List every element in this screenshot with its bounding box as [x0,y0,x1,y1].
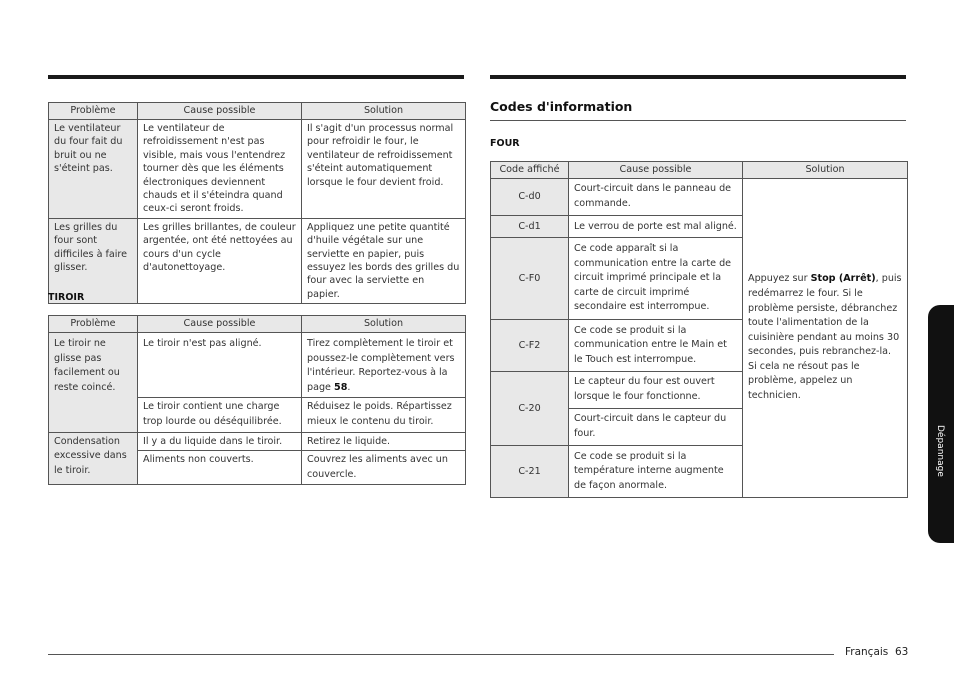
left-top-rule [48,75,464,79]
problem-cell: Le ventilateur du four fait du bruit ou ne s'éteint pas. [49,120,138,219]
page-number: 63 [895,646,909,658]
solution-text: Tirez complètement le tiroir et poussez-le complètement vers l'intérieur. Reportez-vous à la page [307,338,455,393]
solution-text-end: . [347,381,351,393]
header-probleme: Problème [49,103,138,120]
tiroir-heading: TIROIR [48,292,85,303]
table-row [49,333,466,398]
cause-cell: Le tiroir n'est pas aligné. [138,333,302,398]
oven-fan-table [48,102,466,304]
solution-text: Appuyez sur [748,273,808,285]
solution-cell: Couvrez les aliments avec un couvercle. [302,450,466,484]
header-cause: Cause possible [138,103,302,120]
problem-cell: Les grilles du four sont difficiles à faire glisser. [49,218,138,303]
footer-rule [48,654,834,655]
cause-cell: Aliments non couverts. [138,450,302,484]
table-row [491,179,908,216]
page-reference: 58 [334,381,348,393]
header-code: Code affiché [491,162,569,179]
header-probleme: Problème [49,316,138,333]
header-cause: Cause possible [138,316,302,333]
cause-cell: Court-circuit dans le capteur du four. [569,409,743,446]
problem-cell: Condensation excessive dans le tiroir. [49,432,138,485]
stop-key-label: Stop (Arrêt) [810,273,876,285]
cause-cell: Le verrou de porte est mal aligné. [569,216,743,238]
title-underline [490,120,906,121]
code-cell: C-20 [491,372,569,446]
header-solution: Solution [302,316,466,333]
cause-cell: Il y a du liquide dans le tiroir. [138,432,302,450]
table-row [49,432,466,450]
solution-text-rest: , puis redémarrez le four. Si le problème persiste, débranchez toute l'alimentation de la cuisinière pendant au moins 30 secondes, puis rebranchez-la. Si cela ne résout pas le problème, appelez un technicien. [748,273,902,402]
four-heading: FOUR [490,138,520,149]
code-cell: C-d1 [491,216,569,238]
table-row [49,120,466,219]
cause-cell: Court-circuit dans le panneau de commande. [569,179,743,216]
cause-cell: Le ventilateur de refroidissement n'est pas visible, mais vous l'entendrez tourner dès que les éléments électroniques deviennent chauds et il s'éteindra quand ceux-ci seront froids. [138,120,302,219]
section-title: Codes d'information [490,99,633,114]
cause-cell: Le capteur du four est ouvert lorsque le four fonctionne. [569,372,743,409]
solution-cell [302,333,466,398]
side-tab-label: Dépannage [935,425,945,477]
header-solution: Solution [743,162,908,179]
drawer-table [48,315,466,485]
code-cell: C-21 [491,446,569,498]
cause-cell: Ce code apparaît si la communication entre la carte de circuit imprimé principale et la carte de circuit imprimé secondaire est interrompue. [569,238,743,320]
problem-cell [49,333,138,433]
solution-cell: Retirez le liquide. [302,432,466,450]
right-top-rule [490,75,906,79]
table-row [49,218,466,303]
cause-cell: Ce code se produit si la communication entre le Main et le Touch est interrompue. [569,320,743,372]
header-solution: Solution [302,103,466,120]
code-cell: C-F0 [491,238,569,320]
code-cell: C-d0 [491,179,569,216]
cause-cell: Les grilles brillantes, de couleur argentée, ont été nettoyées au cours d'un cycle d'autonettoyage. [138,218,302,303]
cause-cell: Le tiroir contient une charge trop lourde ou déséquilibrée. [138,398,302,432]
section-side-tab[interactable] [928,305,954,543]
problem-text: Le tiroir ne glisse pas facilement ou reste coincé. [54,338,120,393]
info-codes-table [490,161,908,498]
solution-cell: Appliquez une petite quantité d'huile végétale sur une serviette en papier, puis essuyez les bords des grilles du four avec la serviette en papier. [302,218,466,303]
solution-cell: Réduisez le poids. Répartissez mieux le contenu du tiroir. [302,398,466,432]
solution-cell [743,179,908,498]
cause-cell: Ce code se produit si la température interne augmente de façon anormale. [569,446,743,498]
footer-language: Français [845,646,889,658]
solution-cell: Il s'agit d'un processus normal pour refroidir le four, le ventilateur de refroidissement s'éteint automatiquement lorsque le four devient froid. [302,120,466,219]
header-cause: Cause possible [569,162,743,179]
code-cell: C-F2 [491,320,569,372]
